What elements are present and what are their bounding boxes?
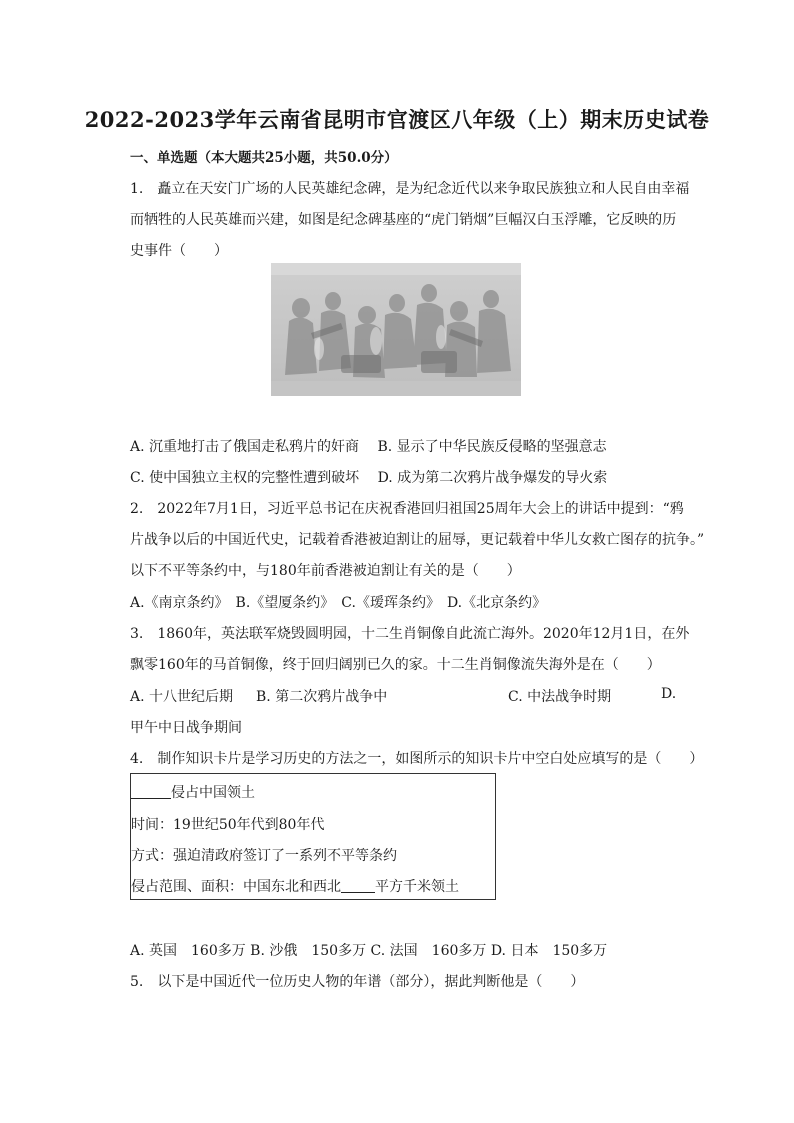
q4-options: A. 英国 160多万 B. 沙俄 150多万 C. 法国 160多万 D. 日本 150多万 [130,943,608,959]
q3-option-b: B. 第二次鸦片战争中 [256,689,388,705]
q1-line-1: 1. 矗立在天安门广场的人民英雄纪念碑，是为纪念近代以来争取民族独立和人民自由幸福 [130,181,690,197]
humen-relief-image [271,263,521,396]
q2-line-3: 以下不平等条约中，与180年前香港被迫割让有关的是（ ） [130,563,521,579]
q1-options-row-2: C. 使中国独立主权的完整性遭到破坏 D. 成为第二次鸦片战争爆发的导火索 [130,470,608,486]
card-row-4-after: 平方千米领土 [375,879,459,895]
q5-line: 5. 以下是中国近代一位历史人物的年谱（部分），据此判断他是（ ） [130,974,585,990]
card-row-3: 方式：强迫清政府签订了一系列不平等条约 [131,848,397,864]
exam-title: 2022-2023学年云南省昆明市官渡区八年级（上）期末历史试卷 [84,107,710,132]
fill-blank [341,878,375,893]
q3-option-d-text: 甲午中日战争期间 [130,720,242,736]
q2-line-2: 片战争以后的中国近代史，记载着香港被迫割让的屈辱，更记载着中华儿女救亡图存的抗争。” [130,532,705,548]
q3-option-c: C. 中法战争时期 [508,689,612,705]
q1-line-3: 史事件（ ） [130,243,228,259]
card-row-2: 时间：19世纪50年代到80年代 [131,817,325,833]
section-heading: 一、单选题（本大题共25小题，共50.0分） [130,150,398,166]
card-row-4 [131,876,459,896]
q1-line-2: 而牺牲的人民英雄而兴建，如图是纪念碑基座的“虎门销烟”巨幅汉白玉浮雕，它反映的历 [130,212,677,228]
knowledge-card [130,773,496,900]
q2-options: A.《南京条约》 B.《望厦条约》 C.《瑷珲条约》 D.《北京条约》 [130,595,547,611]
q4-line: 4. 制作知识卡片是学习历史的方法之一，如图所示的知识卡片中空白处应填写的是（ ） [130,751,704,767]
card-row-1 [131,782,255,802]
q3-line-1: 3. 1860年，英法联军烧毁圆明园，十二生肖铜像自此流亡海外。2020年12月1日，在外 [130,626,690,642]
fill-blank [131,784,171,799]
q3-option-a: A. 十八世纪后期 [130,689,234,705]
q3-option-d-label: D. [661,686,677,702]
card-row-1-text: 侵占中国领土 [171,785,255,801]
q2-line-1: 2. 2022年7月1日，习近平总书记在庆祝香港回归祖国25周年大会上的讲话中提到：“鸦 [130,501,684,517]
q3-line-2: 飘零160年的马首铜像，终于回归阔别已久的家。十二生肖铜像流失海外是在（ ） [130,657,661,673]
q1-options-row-1: A. 沉重地打击了俄国走私鸦片的奸商 B. 显示了中华民族反侵略的坚强意志 [130,439,607,455]
card-row-4-before: 侵占范围、面积：中国东北和西北 [131,879,341,895]
